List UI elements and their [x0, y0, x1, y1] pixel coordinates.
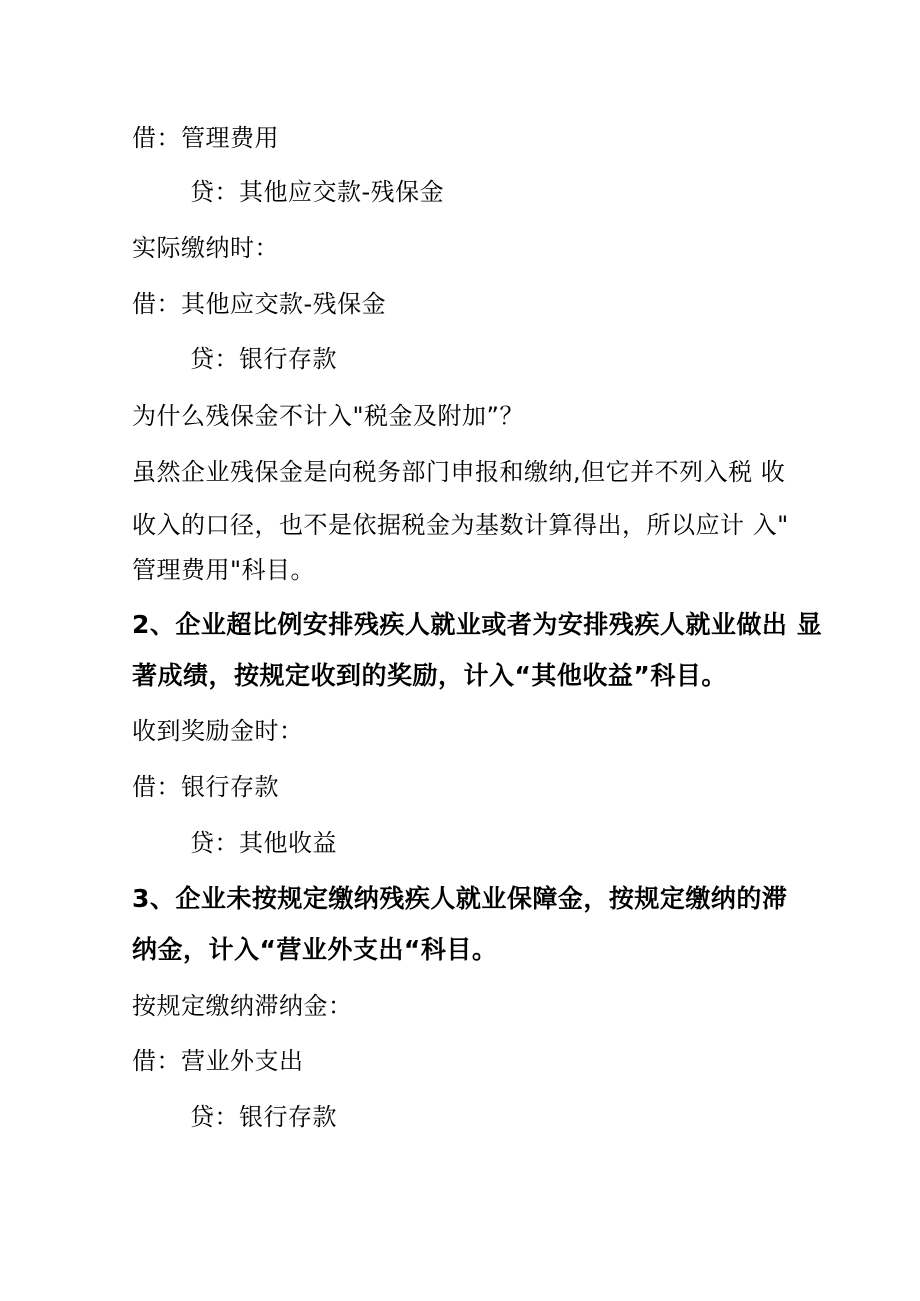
section-3-heading-line-1: 3、企业未按规定缴纳残疾人就业保障金，按规定缴纳的滞: [132, 884, 788, 913]
debit-management-expense: 借：管理费用: [132, 124, 279, 152]
debit-other-payables: 借：其他应交款-残保金: [132, 290, 387, 318]
section-2-heading-line-2: 著成绩，按规定收到的奖励，计入“其他收益”科目。: [132, 661, 727, 690]
credit-other-payables: 贷：其他应交款-残保金: [190, 178, 445, 206]
debit-bank-deposit: 借：银行存款: [132, 773, 279, 801]
actual-payment-label: 实际缴纳时：: [132, 234, 279, 262]
explanation-line-3: 管理费用"科目。: [132, 556, 316, 584]
section-2-heading-line-1: 2、企业超比例安排残疾人就业或者为安排残疾人就业做出 显: [132, 610, 823, 639]
section-3-heading-line-2: 纳金，计入“营业外支出“科目。: [132, 935, 498, 964]
explanation-line-2: 收入的口径，也不是依据税金为基数计算得出，所以应计 入": [132, 511, 789, 539]
question-line: 为什么残保金不计入"税金及附加”？: [132, 402, 524, 430]
receive-reward-label: 收到奖励金时：: [132, 717, 304, 745]
credit-bank-deposit: 贷：银行存款: [190, 345, 337, 373]
debit-non-operating-expense: 借：营业外支出: [132, 1047, 304, 1075]
explanation-line-1: 虽然企业残保金是向税务部门申报和缴纳,但它并不列入税 收: [132, 458, 786, 486]
credit-bank-deposit-2: 贷：银行存款: [190, 1103, 337, 1131]
late-fee-label: 按规定缴纳滞纳金：: [132, 992, 353, 1020]
credit-other-income: 贷：其他收益: [190, 829, 337, 857]
